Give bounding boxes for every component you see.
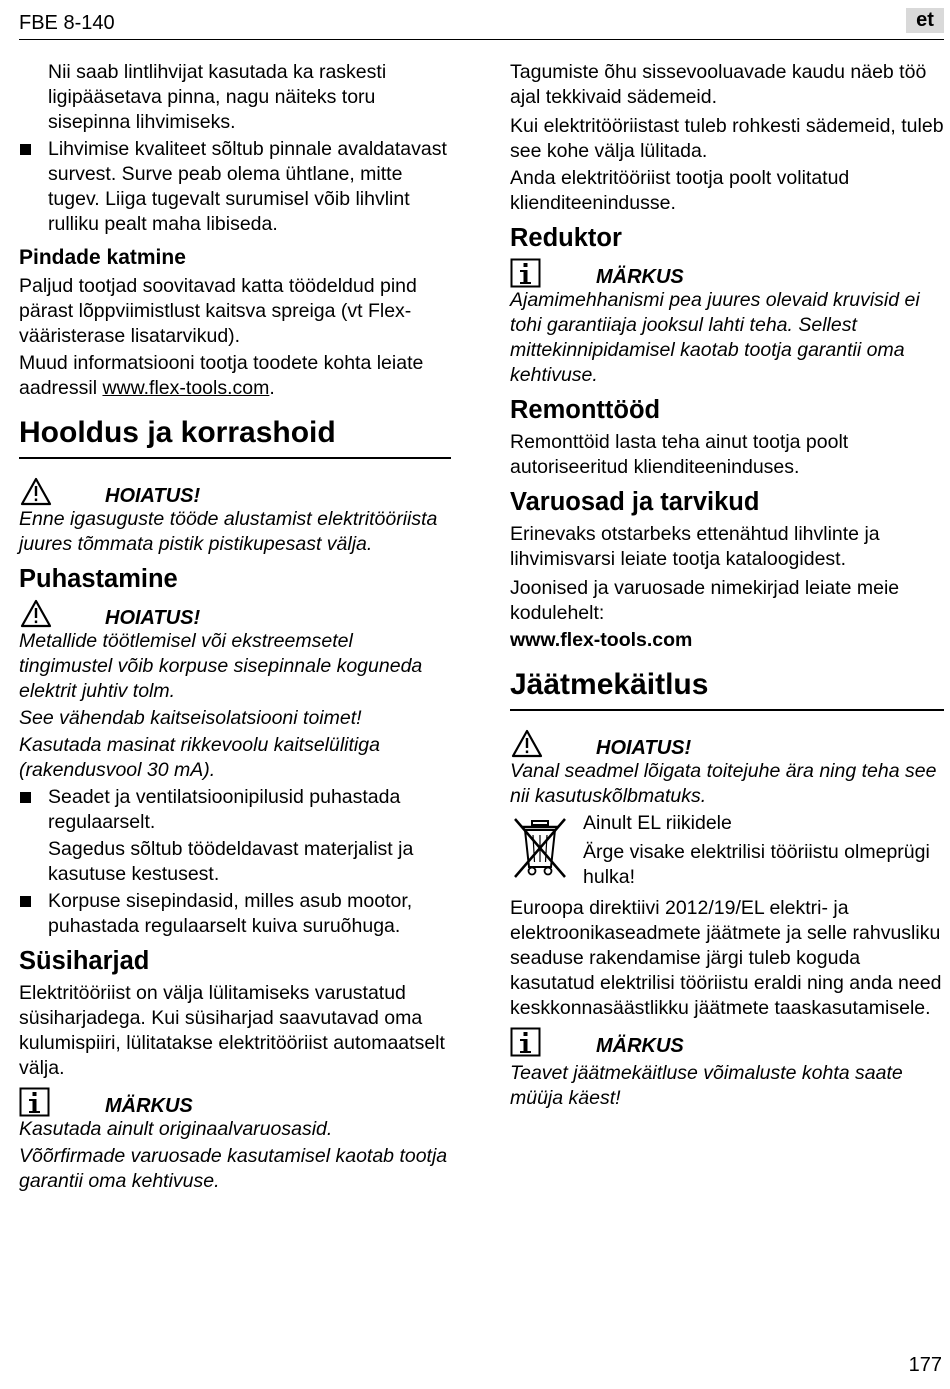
note-text: Ajamimehhanismi pea juures olevaid kruvisid ei tohi garantiiaja jooksul lahti teha. Sellest mittekinnipidamisel kaotab tootja garantii oma kehtivuse. (510, 289, 920, 386)
page-number: 177 (908, 1354, 942, 1376)
warning-text: Vanal seadmel lõigata toitejuhe ära ning teha see nii kasutuskõlbmatuks. (510, 760, 937, 807)
warning-notice (510, 729, 944, 759)
info-icon (510, 1027, 550, 1057)
cleaning-heading: Puhastamine (19, 565, 178, 593)
coating-heading: Pindade katmine (19, 246, 186, 269)
page-header (19, 8, 944, 40)
language-badge: et (906, 8, 944, 33)
sparks-text: Kui elektritööriistast tuleb rohkesti sädemeid, tuleb see kohe välja lülitada. (510, 115, 944, 162)
warning-notice (19, 599, 451, 629)
maintenance-heading: Hooldus ja korrashoid (19, 413, 451, 459)
note-text: Võõrfirmade varuosade kasutamisel kaotab tootja garantii oma kehtivuse. (19, 1145, 448, 1192)
model-name: FBE 8-140 (19, 12, 115, 34)
note-label: MÄRKUS (105, 1095, 193, 1117)
warning-label: HOIATUS! (105, 607, 201, 629)
info-icon (19, 1087, 59, 1117)
right-column (510, 60, 944, 1113)
coating-info (19, 351, 451, 401)
warning-triangle-icon (19, 477, 59, 507)
warning-text: Enne igasuguste tööde alustamist elektritööriista juures tõmmata pistik pistikupesast välja. (19, 508, 438, 555)
weee-block (510, 811, 944, 892)
coating-info-prefix: Muud informatsiooni tootja toodete kohta leiate aadressil (19, 352, 424, 399)
warning-triangle-icon (510, 729, 550, 759)
parts-link[interactable]: www.flex-tools.com (510, 629, 693, 651)
intro-bullet: Lihvimise kvaliteet sõltub pinnale avaldatavast survest. Surve peab olema ühtlane, mitte tugev. Liiga tugevalt surumisel võib lihvlint rulliku pealt maha libiseda. (19, 137, 451, 237)
warning-label: HOIATUS! (596, 737, 692, 759)
intro-text: Nii saab lintlihvijat kasutada ka raskesti ligipääsetava pinna, nagu näiteks toru sisepinna lihvimiseks. (48, 61, 387, 133)
disposal-heading: Jäätmekäitlus (510, 665, 944, 711)
warning-text: See vähendab kaitseisolatsiooni toimet! (19, 707, 362, 729)
coating-info-suffix: . (269, 377, 275, 399)
left-column (19, 60, 451, 1196)
warning-label: HOIATUS! (105, 485, 201, 507)
parts-text: Joonised ja varuosade nimekirjad leiate meie kodulehelt: (510, 577, 900, 624)
note-label: MÄRKUS (596, 266, 684, 288)
note-notice (510, 258, 944, 288)
weee-text (583, 811, 944, 892)
parts-text: Erinevaks otstarbeks ettenähtud lihvlinte ja lihvimisvarsi leiate tootja kataloogidest. (510, 523, 880, 570)
sparks-text: Tagumiste õhu sissevooluavade kaudu näeb töö ajal tekkivaid sädemeid. (510, 61, 927, 108)
info-icon (510, 258, 550, 288)
note-notice (510, 1027, 944, 1057)
repair-text: Remonttöid lasta teha ainut tootja poolt autoriseeritud klienditeeninduses. (510, 431, 849, 478)
flex-tools-link[interactable]: www.flex-tools.com (102, 377, 270, 399)
sparks-text: Anda elektritööriist tootja poolt volitatud klienditeenindusse. (510, 167, 850, 214)
cleaning-subtext: Sagedus sõltub töödeldavast materjalist ja kasutuse kestusest. (48, 838, 414, 885)
repair-heading: Remonttööd (510, 396, 661, 424)
note-text: Teavet jäätmekäitluse võimaluste kohta saate müüja käest! (510, 1062, 903, 1109)
warning-triangle-icon (19, 599, 59, 629)
note-label: MÄRKUS (596, 1035, 684, 1057)
cleaning-bullet: Seadet ja ventilatsioonipilusid puhastada regulaarselt. (19, 785, 451, 835)
warning-notice (19, 477, 451, 507)
directive-text: Euroopa direktiivi 2012/19/EL elektri- ja elektroonikaseadmete jäätmete ja selle rahvusliku seaduse rakendamise järgi tuleb koguda kasutatud elektrilisi tööriistu eraldi ning anda need keskkonnasäästlikku jäätmete taaskasutamisele. (510, 897, 942, 1019)
warning-text: Metallide töötlemisel või ekstreemsetel tingimustel võib korpuse sisepinnale koguneda elektrit juhtiv tolm. (19, 630, 423, 702)
coating-paragraph: Paljud tootjad soovitavad katta töödeldud pind pärast lõppviimistlust kaitsva spreiga (vt Flex-vääristerase lisatarvikud). (19, 275, 417, 347)
parts-heading: Varuosad ja tarvikud (510, 488, 760, 516)
crossed-bin-icon (510, 815, 570, 881)
eu-disposal-text: Ärge visake elektrilisi tööriistu olmeprügi hulka! (583, 841, 930, 888)
cleaning-bullet: Korpuse sisepindasid, milles asub mootor, puhastada regulaarselt kuiva suruõhuga. (19, 889, 451, 939)
brushes-text: Elektritööriist on välja lülitamiseks varustatud süsiharjadega. Kui süsiharjad saavutavad oma kulumispiiri, lülitatakse elektritööriist automaatselt välja. (19, 982, 445, 1079)
eu-only-text: Ainult EL riikidele (583, 812, 732, 834)
note-notice (19, 1087, 451, 1117)
warning-text: Kasutada masinat rikkevoolu kaitselülitiga (rakendusvool 30 mA). (19, 734, 380, 781)
gear-heading: Reduktor (510, 224, 622, 252)
note-text: Kasutada ainult originaalvaruosasid. (19, 1118, 333, 1140)
brushes-heading: Süsiharjad (19, 947, 150, 975)
